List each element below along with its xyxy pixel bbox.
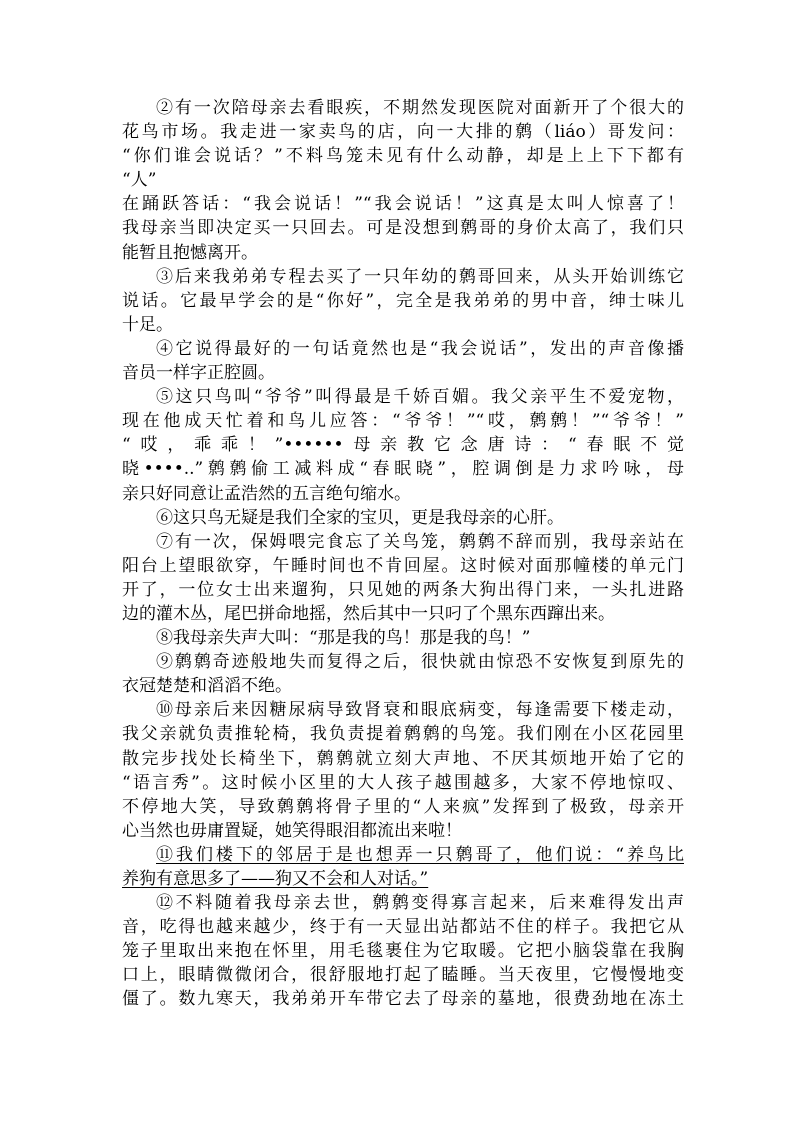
text-line: 说话。它最早学会的是“你好”，完全是我弟弟的男中音，绅士味儿 (122, 290, 684, 311)
text-line: ⑦有一次，保姆喂完食忘了关鸟笼，鹩鹩不辞而别，我母亲站在 (156, 531, 684, 552)
text-line: ②有一次陪母亲去看眼疾，不期然发现医院对面新开了个很大的 (156, 98, 684, 118)
text-line: “你们谁会说话？”不料鸟笼未见有什么动静，却是上上下下都有 (122, 146, 684, 167)
text-line: ⑫不料随着我母亲去世，鹩鹩变得寡言起来，后来难得发出声 (156, 893, 684, 914)
paragraph-11 (122, 843, 684, 891)
text-line: 僵了。数九寒天，我弟弟开车带它去了母亲的墓地，很费劲地在冻土 (122, 989, 684, 1010)
underlined-text-line: ⑪我们楼下的邻居于是也想弄一只鹩哥了，他们说：“养鸟比 (156, 844, 684, 865)
paragraph-8 (122, 626, 684, 650)
text-line: 能暂且抱憾离开。 (122, 242, 258, 263)
paragraph-4 (122, 337, 684, 385)
paragraph-2 (122, 96, 684, 265)
paragraph-12 (122, 891, 684, 1011)
text-line: 不停地大笑，导致鹩鹩将骨子里的“人来疯”发挥到了极致，母亲开 (122, 796, 684, 817)
text-line: 口上，眼睛微微闭合，很舒服地打起了瞌睡。当天夜里，它慢慢地变 (122, 965, 684, 986)
paragraph-10 (122, 698, 684, 843)
text-line: 亲只好同意让孟浩然的五言绝句缩水。 (122, 483, 411, 504)
paragraph-9 (122, 650, 684, 698)
text-line: ⑨鹩鹩奇迹般地失而复得之后，很快就由惊恐不安恢复到原先的 (156, 652, 684, 673)
text-line: 心当然也毋庸置疑，她笑得眼泪都流出来啦！ (122, 820, 462, 841)
paragraph-3 (122, 265, 684, 337)
text-line: ③后来我弟弟专程去买了一只年幼的鹩哥回来，从头开始训练它 (156, 266, 684, 287)
text-line: 衣冠楚楚和滔滔不绝。 (122, 676, 292, 697)
paragraph-7 (122, 530, 684, 626)
text-line: ④它说得最好的一句话竟然也是“我会说话”，发出的声音像播 (156, 338, 684, 359)
text-line: 现在他成天忙着和鸟儿应答：“爷爷！”“哎，鹩鹩！”“爷爷！” (122, 411, 684, 432)
text-line: 音，吃得也越来越少，终于有一天显出站都站不住的样子。我把它从 (122, 917, 684, 938)
text-line: 散完步找处长椅坐下，鹩鹩就立刻大声地、不厌其烦地开始了它的 (122, 748, 684, 769)
text-line: 我母亲当即决定买一只回去。可是没想到鹩哥的身价太高了，我们只 (122, 218, 684, 239)
underlined-text-line: 养狗有意思多了——狗又不会和人对话。” (122, 869, 429, 889)
paragraph-6 (122, 506, 684, 530)
text-line: 我父亲就负责推轮椅，我负责提着鹩鹩的鸟笼。我们刚在小区花园里 (122, 724, 684, 745)
paragraph-5 (122, 385, 684, 505)
text-line: “语言秀”。这时候小区里的大人孩子越围越多，大家不停地惊叹、 (122, 772, 684, 793)
text-line: ⑤这只鸟叫“爷爷”叫得最是千娇百媚。我父亲平生不爱宠物， (156, 387, 684, 408)
text-line: 开了，一位女士出来遛狗，只见她的两条大狗出得门来，一头扎进路 (122, 579, 684, 600)
text-line: 边的灌木丛，尾巴拼命地摇，然后其中一只叼了个黑东西蹿出来。 (122, 603, 615, 624)
text-line: 花鸟市场。我走进一家卖鸟的店，向一大排的鹩（liáo）哥发问： (122, 122, 684, 143)
text-line: 笼子里取出来抱在怀里，用毛毯裹住为它取暖。它把小脑袋靠在我胸 (122, 941, 684, 962)
text-line: “人” (122, 170, 157, 191)
text-line: 音员一样字正腔圆。 (122, 363, 275, 384)
text-line: 阳台上望眼欲穿，午睡时间也不肯回屋。这时候对面那幢楼的单元门 (122, 555, 684, 576)
text-line: 晓••••..”鹩鹩偷工减料成“春眠晓”，腔调倒是力求吟咏，母 (122, 459, 684, 480)
text-line: “哎，乖乖！”••••••母亲教它念唐诗：“春眠不觉 (122, 435, 684, 456)
text-line: 十足。 (122, 314, 173, 335)
document-page (122, 96, 684, 1012)
text-line: 在踊跃答话：“我会说话！”“我会说话！”这真是太叫人惊喜了！ (122, 194, 684, 215)
text-line: ⑩母亲后来因糖尿病导致肾衰和眼底病变，每逢需要下楼走动， (156, 700, 684, 721)
text-line: ⑥这只鸟无疑是我们全家的宝贝，更是我母亲的心肝。 (156, 507, 564, 528)
text-line: ⑧我母亲失声大叫：“那是我的鸟！那是我的鸟！” (156, 628, 531, 649)
